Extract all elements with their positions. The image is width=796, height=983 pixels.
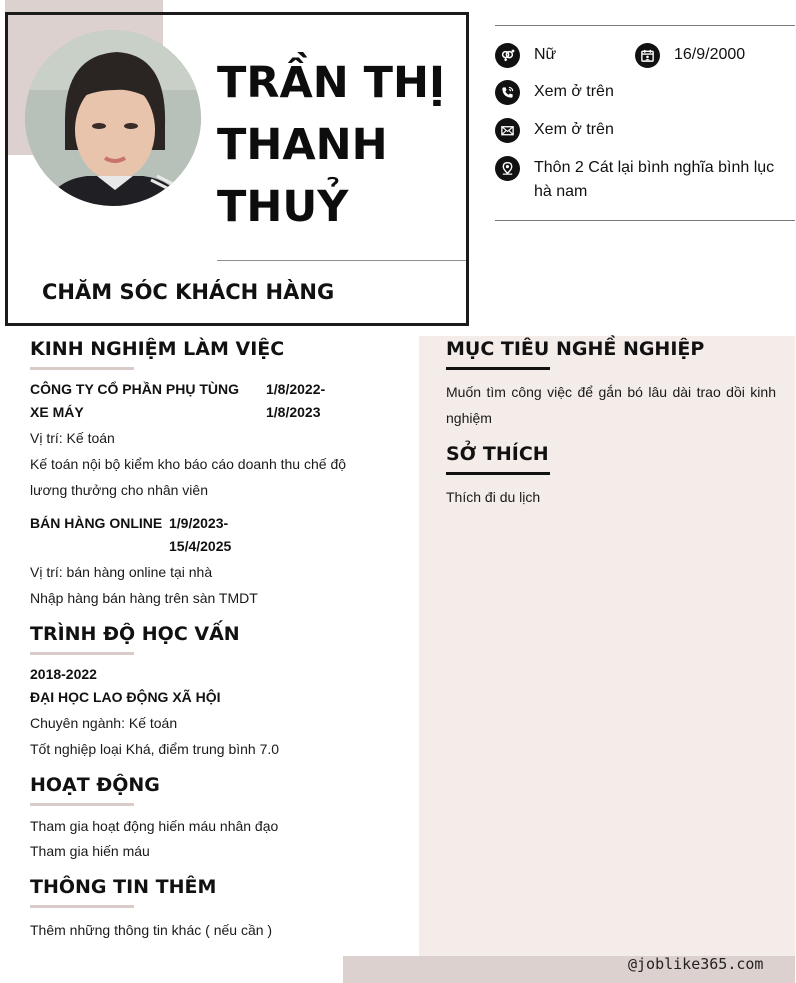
name-line-2: THANH [217,120,388,170]
name-line-3: THUỶ [217,182,349,232]
job-1-company: CÔNG TY CỔ PHẦN PHỤ TÙNG XE MÁY [30,381,239,420]
activities-underline [30,803,134,806]
education-years: 2018-2022 [30,666,97,682]
activities-title: HOẠT ĐỘNG [30,774,160,796]
hobbies-title: SỞ THÍCH [446,443,549,465]
education-title: TRÌNH ĐỘ HỌC VẤN [30,623,240,645]
activity-item-2: Tham gia hiến máu [30,843,150,859]
email-icon [495,118,520,143]
gender-icon [495,43,520,68]
gender-value: Nữ [534,46,557,63]
job-2-period: 1/9/2023- 15/4/2025 [169,515,232,554]
additional-text: Thêm những thông tin khác ( nếu cần ) [30,922,273,938]
contact-birthday [635,43,745,68]
avatar [25,30,201,206]
birthday-value: 16/9/2000 [674,46,746,63]
education-grade: Tốt nghiệp loại Khá, điểm trung bình 7.0 [30,741,280,757]
job-title: CHĂM SÓC KHÁCH HÀNG [42,280,335,304]
contact-block [495,25,795,221]
objective-title: MỤC TIÊU NGHỀ NGHIỆP [446,338,705,360]
objective-underline [446,367,550,370]
experience-title: KINH NGHIỆM LÀM VIỆC [30,338,285,360]
footer-watermark: @joblike365.com [628,955,764,973]
job-2-company: BÁN HÀNG ONLINE [30,515,163,531]
activity-item-1: Tham gia hoạt động hiến máu nhân đạo [30,818,279,834]
job-2-position: Vị trí: bán hàng online tại nhà [30,564,213,580]
calendar-icon [635,43,660,68]
job-1-description: Kế toán nội bộ kiểm kho báo cáo doanh thu chế độ lương thưởng cho nhân viên [30,456,347,498]
email-value: Xem ở trên [534,121,614,138]
address-value: Thôn 2 Cát lại bình nghĩa bình lục hà nam [534,159,775,200]
contact-email [495,118,614,143]
hobbies-underline [446,472,550,475]
job-1-position: Vị trí: Kế toán [30,430,115,446]
hobbies-text: Thích đi du lịch [446,489,541,505]
phone-value: Xem ở trên [534,83,614,100]
objective-text: Muốn tìm công việc để gắn bó lâu dài trao dồi kinh nghiệm [446,384,776,426]
job-2-description: Nhập hàng bán hàng trên sàn TMDT [30,590,258,606]
experience-underline [30,367,134,370]
education-major: Chuyên ngành: Kế toán [30,715,178,731]
education-school: ĐẠI HỌC LAO ĐỘNG XÃ HỘI [30,689,221,705]
additional-underline [30,905,134,908]
name-line-1: TRẦN THỊ [217,58,445,108]
location-pin-icon [495,156,520,181]
job-1-period: 1/8/2022- 1/8/2023 [266,381,326,420]
full-name [217,52,457,238]
name-divider [217,260,466,261]
avatar-photo [25,30,201,206]
contact-address [495,156,785,204]
education-underline [30,652,134,655]
contact-gender [495,43,556,68]
additional-title: THÔNG TIN THÊM [30,876,217,898]
contact-phone [495,80,614,105]
phone-icon [495,80,520,105]
